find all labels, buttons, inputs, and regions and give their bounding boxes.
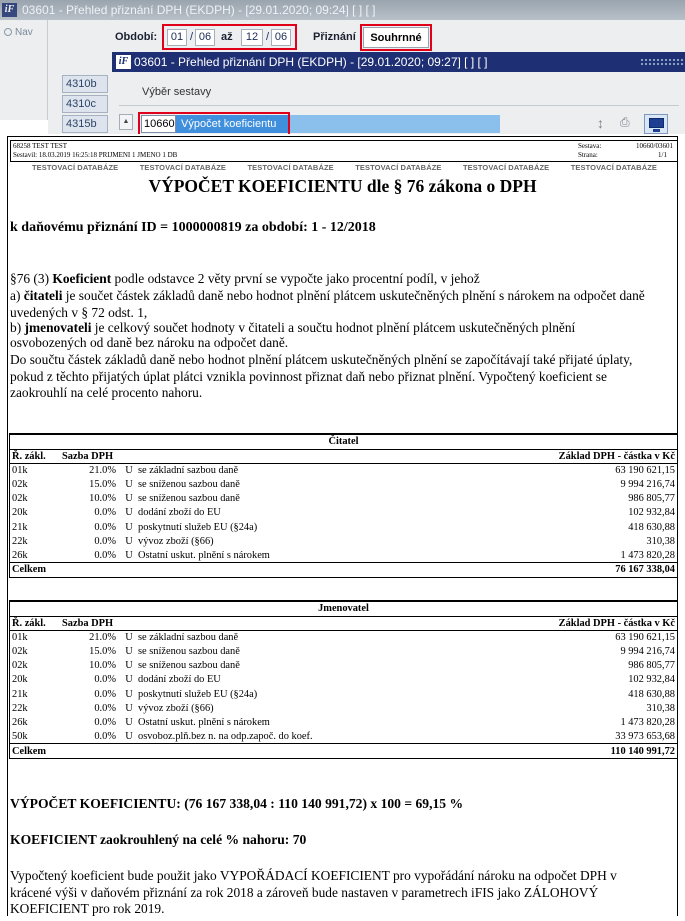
row-amount: 63 190 621,15 [615,632,675,644]
row-code: 26k [12,549,28,561]
background-window-title [0,0,685,20]
watermark: TESTOVACÍ DATABÁZE [139,163,226,172]
table-row [10,715,677,729]
radio-icon [4,28,12,36]
row-amount: 986 805,77 [628,660,675,672]
row-code: 21k [12,521,28,533]
pdf-icon[interactable]: ⎙ [620,115,630,129]
vat-rate: 0.0% [94,521,116,533]
col-header: Sazba DPH [60,616,459,630]
col-header: Sazba DPH [60,449,423,463]
to-month-input[interactable]: 12 [241,29,263,46]
vat-flag: U [125,549,133,561]
report-header-box [10,140,678,162]
row-description: se sníženou sazbou daně [138,478,240,490]
row-code: 22k [12,702,28,714]
citatel-table [10,435,677,577]
vat-rate: 10.0% [89,660,116,672]
paragraph-line: Do součtu částek základů daně nebo hodnot plnění plátcem uskutečněných plnění se započítávají také přijaté úplaty, [10,352,633,367]
row-amount: 310,38 [646,702,675,714]
from-year-input[interactable]: 06 [195,29,215,46]
row-code: 02k [12,493,28,505]
footer-line: KOEFICIENT pro rok 2019. [10,901,165,916]
footer-line: krácené výši v daňovém přiznání za rok 2018 a zároveň bude nastaven v parametrech iFIS jako ZÁLOHOVÝ [10,885,599,900]
row-description: poskytnutí služeb EU (§24a) [138,521,258,533]
watermark: TESTOVACÍ DATABÁZE [570,163,657,172]
window-title-bar[interactable] [112,52,685,72]
title-bar-pattern [640,58,685,66]
row-description: se sníženou sazbou daně [138,645,240,657]
vat-rate: 21.0% [89,632,116,644]
side-tab-4310b[interactable]: 4310b [62,75,108,93]
row-amount: 33 973 653,68 [615,730,675,742]
vat-rate: 0.0% [94,507,116,519]
ifis-logo-icon: iF [116,55,131,69]
table-header [10,616,677,630]
table-row [10,673,677,687]
table-row [10,477,677,491]
total-amount: 76 167 338,04 [423,563,677,577]
az-label: až [221,31,233,43]
ifis-logo-icon: iF [2,3,17,17]
row-description: Ostatní uskut. plnění s nárokem [138,549,270,561]
row-code: 02k [12,645,28,657]
report-preview [0,134,685,921]
paragraph-line: a) čitateli je součet částek základů daně nebo hodnot plnění plátcem uskutečněných plnění s nárokem na odpočet daně [10,288,645,303]
divider [119,105,679,106]
col-header: Ř. zákl. [10,616,60,630]
vat-flag: U [125,465,133,477]
strana-label: Strana: [578,151,598,159]
total-amount: 110 140 991,72 [459,744,677,758]
row-description: dodání zboží do EU [138,507,221,519]
vat-flag: U [125,716,133,728]
jmenovatel-table [10,602,677,758]
watermark: TESTOVACÍ DATABÁZE [247,163,334,172]
row-amount: 418 630,88 [628,688,675,700]
row-description: poskytnutí služeb EU (§24a) [138,688,258,700]
report-org: 68258 TEST TEST [13,142,68,150]
vat-rate: 0.0% [94,688,116,700]
watermark: TESTOVACÍ DATABÁZE [463,163,550,172]
vat-flag: U [125,702,133,714]
jmenovatel-title: Jmenovatel [10,602,677,616]
row-code: 22k [12,535,28,547]
vat-rate: 0.0% [94,716,116,728]
footer-line: Vypočtený koeficient bude použit jako VYPOŘÁDACÍ KOEFICIENT pro vypořádání nároku na odpočet DPH v [10,868,617,883]
vat-flag: U [125,535,133,547]
sestava-label: Sestava: [578,142,602,150]
row-code: 20k [12,674,28,686]
strana-value: 1/1 [658,151,667,159]
watermark: TESTOVACÍ DATABÁZE [355,163,442,172]
koeficient-calculation: VÝPOČET KOEFICIENTU: (76 167 338,04 : 110 140 991,72) x 100 = 69,15 % [10,796,464,811]
col-header: Základ DPH - částka v Kč [423,449,677,463]
vat-rate: 15.0% [89,478,116,490]
row-description: vývoz zboží (§66) [138,535,214,547]
vat-rate: 15.0% [89,645,116,657]
paragraph-line: osvobozených od daně bez nároku na odpočet daně. [10,335,289,350]
row-code: 21k [12,688,28,700]
citatel-title: Čitatel [10,435,677,449]
table-row [10,701,677,715]
vat-rate: 0.0% [94,535,116,547]
vat-flag: U [125,632,133,644]
vat-rate: 10.0% [89,493,116,505]
row-code: 01k [12,632,28,644]
row-code: 20k [12,507,28,519]
vat-rate: 0.0% [94,549,116,561]
report-subtitle: k daňovému přiznání ID = 1000000819 za období: 1 - 12/2018 [10,220,376,235]
sestava-code-input[interactable]: 10660 [141,115,176,133]
souhrnne-button[interactable]: Souhrnné [363,27,429,48]
row-code: 02k [12,660,28,672]
row-code: 50k [12,730,28,742]
vat-flag: U [125,688,133,700]
vat-flag: U [125,645,133,657]
sestava-value: 10660/03601 [636,142,673,150]
paragraph-line: §76 (3) Koeficient podle odstavce 2 věty první se vypočte jako procentní podíl, v jehož [10,271,480,286]
table-row [10,534,677,548]
table-row [10,687,677,701]
vat-rate: 0.0% [94,674,116,686]
paragraph-line: zaokrouhlí na celé procento nahoru. [10,385,203,400]
row-amount: 310,38 [646,535,675,547]
row-code: 26k [12,716,28,728]
col-header: Ř. zákl. [10,449,60,463]
report-author: Sestavil: 18.03.2019 16:25:18 PRIJMENI 1 JMENO 1 DB [13,151,178,159]
row-amount: 102 932,84 [628,674,675,686]
col-header: Základ DPH - částka v Kč [459,616,677,630]
koeficient-rounded: KOEFICIENT zaokrouhlený na celé % nahoru: 70 [10,832,307,847]
priznani-label: Přiznání [313,31,356,43]
row-description: se sníženou sazbou daně [138,493,240,505]
row-amount: 418 630,88 [628,521,675,533]
nav-label: Nav [15,27,33,38]
table-row [10,644,677,658]
paragraph-line: pokud z těchto přijatých úplat plátci vznikla povinnost přiznat daň nebo přiznat plnění. Vypočtený koeficient se [10,369,607,384]
table-row [10,463,677,477]
slash: / [190,31,194,43]
row-description: vývoz zboží (§66) [138,702,214,714]
citatel-table-box [9,433,678,578]
obdobi-label: Období: [115,31,158,43]
sestava-name-field[interactable]: Výpočet koeficientu [176,115,288,133]
vyber-sestavy-label: Výběr sestavy [142,86,212,98]
row-description: Ostatní uskut. plnění s nárokem [138,716,270,728]
vat-flag: U [125,660,133,672]
row-code: 02k [12,478,28,490]
total-row [10,563,677,577]
vat-rate: 21.0% [89,465,116,477]
table-row [10,730,677,744]
vat-flag: U [125,493,133,505]
table-row [10,548,677,562]
row-amount: 9 994 216,74 [620,478,675,490]
slash: / [266,31,270,43]
table-header [10,449,677,463]
background-title-text: 03601 - Přehled přiznání DPH (EKDPH) - [29.01.2020; 09:24] [ ] [ ] [22,3,376,17]
table-row [10,630,677,644]
watermark: TESTOVACÍ DATABÁZE [32,163,119,172]
vat-rate: 0.0% [94,702,116,714]
row-description: dodání zboží do EU [138,674,221,686]
from-month-input[interactable]: 01 [167,29,187,46]
row-description: osvoboz.plň.bez n. na odp.započ. do koef. [138,730,313,742]
row-description: se základní sazbou daně [138,465,239,477]
jmenovatel-table-box [9,600,678,759]
vat-flag: U [125,478,133,490]
vat-flag: U [125,507,133,519]
vat-flag: U [125,674,133,686]
row-amount: 9 994 216,74 [620,645,675,657]
row-code: 01k [12,465,28,477]
paragraph-line: b) jmenovateli je celkový součet hodnoty v čitateli a součtu hodnot plnění plátcem uskutečněných plnění [10,320,576,335]
row-description: se základní sazbou daně [138,632,239,644]
monitor-icon[interactable] [644,114,668,134]
vat-flag: U [125,521,133,533]
table-row [10,520,677,534]
table-row [10,659,677,673]
table-row [10,506,677,520]
resize-vertical-icon[interactable]: ↕ [597,115,604,131]
nav-item[interactable] [4,27,33,38]
selection-band [290,115,500,133]
watermark-row [32,163,657,172]
report-title: VÝPOČET KOEFICIENTU dle § 76 zákona o DPH [148,176,537,196]
row-description: se sníženou sazbou daně [138,660,240,672]
side-tab-4315b[interactable]: 4315b [62,115,108,133]
row-amount: 1 473 820,28 [620,716,675,728]
total-row [10,744,677,758]
to-year-input[interactable]: 06 [271,29,291,46]
scroll-up-button[interactable]: ▲ [119,114,133,130]
vat-rate: 0.0% [94,730,116,742]
row-amount: 1 473 820,28 [620,549,675,561]
row-amount: 986 805,77 [628,493,675,505]
total-label: Celkem [10,744,459,758]
row-amount: 102 932,84 [628,507,675,519]
window-title-text: 03601 - Přehled přiznání DPH (EKDPH) - [29.01.2020; 09:27] [ ] [ ] [134,55,488,69]
table-row [10,492,677,506]
row-amount: 63 190 621,15 [615,465,675,477]
side-tab-4310c[interactable]: 4310c [62,95,108,113]
paragraph-line: uvedených v § 72 odst. 1, [10,305,148,320]
total-label: Celkem [10,563,423,577]
vat-flag: U [125,730,133,742]
